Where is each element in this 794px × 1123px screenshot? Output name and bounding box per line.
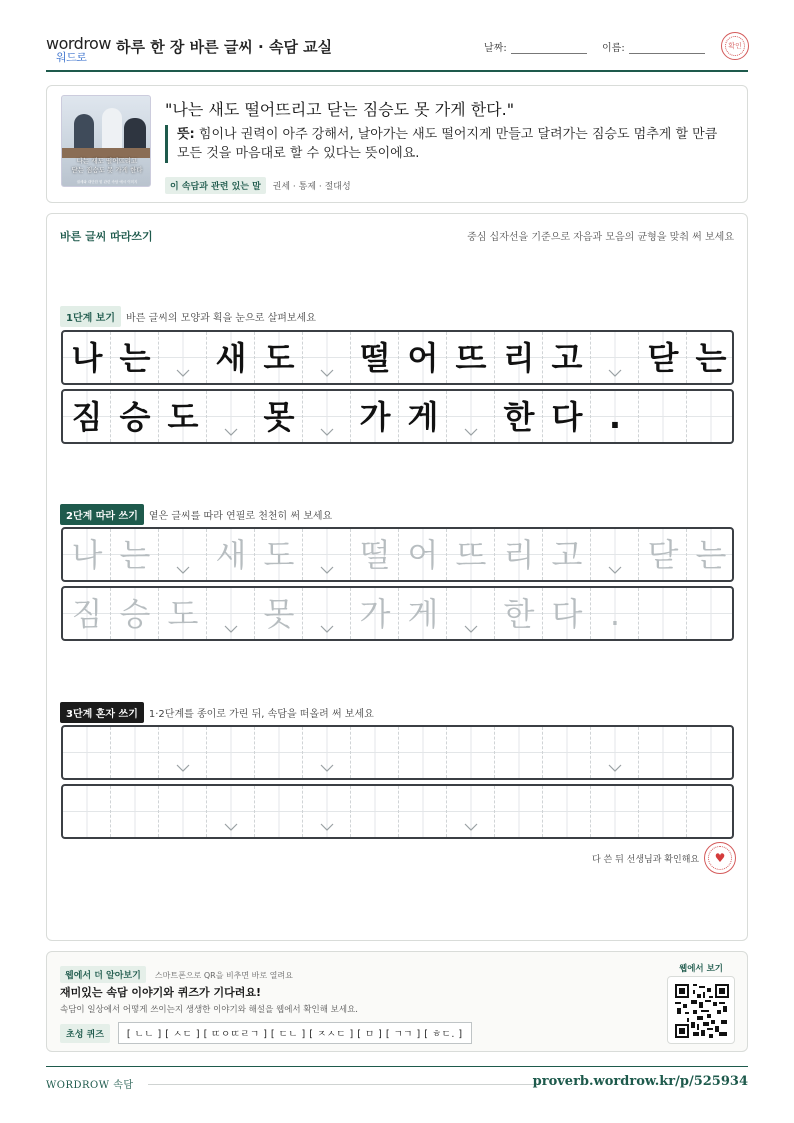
practice-char: 는 [119,535,151,574]
practice-char: 리 [503,535,535,574]
stage1-badge: 1단계 보기 [60,306,121,327]
grid-cell[interactable] [399,727,447,778]
grid-cell[interactable] [303,727,351,778]
practice-char: . [608,397,622,436]
space-mark-icon [223,624,239,634]
space-mark-icon [319,368,335,378]
grid-cell[interactable] [207,727,255,778]
space-mark-icon [175,368,191,378]
grid-cell [303,391,351,442]
grid-cell [63,391,111,442]
stage2-badge: 2단계 따라 쓰기 [60,504,144,525]
page-title: 하루 한 장 바른 글씨 · 속담 교실 [116,38,333,56]
grid-cell[interactable] [63,588,111,639]
logo-text: wordrow [46,34,111,53]
grid-cell [159,332,207,383]
grid-cell [159,391,207,442]
check-instruction: 다 쓴 뒤 선생님과 확인해요 [592,855,700,865]
grid-cell[interactable] [495,786,543,837]
grid-cell[interactable] [255,529,303,580]
practice-char: 새 [215,338,247,377]
practice-char: 뜨 [455,338,487,377]
practice-char: 도 [263,338,295,377]
grid-cell[interactable] [255,786,303,837]
grid-cell [255,391,303,442]
grid-cell [543,332,591,383]
space-mark-icon [319,624,335,634]
stage1-label [60,306,316,327]
web-headline: 재미있는 속담 이야기와 퀴즈가 기다려요! [60,986,261,999]
grid-cell[interactable] [639,529,687,580]
grid-cell[interactable] [591,786,639,837]
related-label: 이 속담과 관련 있는 말 [165,177,266,194]
grid-cell [207,391,255,442]
illustration-subcaption: 권세와 대단한 힘 관련 속담 예시 이미지 [76,180,138,184]
stage2-row-2[interactable] [61,586,734,641]
practice-char: 닫 [647,338,679,377]
page-header [46,32,748,72]
grid-cell[interactable] [447,529,495,580]
stage2-label [60,504,332,525]
practice-char: 도 [263,535,295,574]
grid-cell [351,332,399,383]
qr-code-icon [675,984,729,1038]
proverb-meaning [165,125,725,163]
grid-cell [399,332,447,383]
footer-url[interactable]: proverb.wordrow.kr/p/525934 [532,1074,748,1089]
grid-cell[interactable] [399,588,447,639]
practice-char: 못 [263,397,295,436]
practice-section [46,213,748,941]
grid-cell [687,332,734,383]
grid-cell[interactable] [687,588,734,639]
grid-cell[interactable] [591,727,639,778]
grid-cell[interactable] [495,529,543,580]
space-mark-icon [319,822,335,832]
practice-char: 는 [695,535,727,574]
grid-cell[interactable] [399,529,447,580]
page-footer [46,1066,748,1096]
practice-title: 바른 글씨 따라쓰기 [60,230,153,243]
practice-char: . [609,594,621,633]
space-mark-icon [463,624,479,634]
practice-char: 고 [551,535,583,574]
grid-cell [111,332,159,383]
practice-char: 나 [71,535,103,574]
grid-cell[interactable] [447,727,495,778]
grid-cell[interactable] [351,529,399,580]
grid-cell[interactable] [447,786,495,837]
grid-cell [351,391,399,442]
stage3-label [60,702,374,723]
grid-cell [495,391,543,442]
grid-cell [111,391,159,442]
grid-cell[interactable] [207,529,255,580]
illustration-caption: 나는 새도 떨어뜨리고 닫는 짐승도 못 가게 한다 [71,157,143,174]
space-mark-icon [319,763,335,773]
space-mark-icon [175,763,191,773]
footer-brand: WORDROW 속담 [46,1080,134,1091]
logo-sub: 워드로 [56,51,87,64]
practice-char: 고 [551,338,583,377]
grid-cell [591,332,639,383]
grid-cell [303,332,351,383]
grid-cell[interactable] [351,727,399,778]
grid-cell[interactable] [159,786,207,837]
grid-cell[interactable] [687,786,734,837]
grid-cell[interactable] [639,588,687,639]
heart-icon: ♥ [714,851,726,865]
stage1-row-1 [61,330,734,385]
space-mark-icon [319,565,335,575]
meaning-label: 뜻: [177,127,195,142]
grid-cell[interactable] [111,529,159,580]
practice-char: 는 [695,338,727,377]
confirm-stamp [721,32,749,60]
practice-char: 다 [551,397,583,436]
web-tag-label: 웹에서 더 알아보기 [60,966,146,983]
web-desc: 속담이 일상에서 어떻게 쓰이는지 생생한 이야기와 해설을 웹에서 확인해 보세요. [60,1005,358,1015]
grid-cell[interactable] [303,588,351,639]
grid-cell[interactable] [543,727,591,778]
space-mark-icon [607,368,623,378]
stage2-desc: 옅은 글씨를 따라 연필로 천천히 써 보세요 [148,511,333,522]
space-mark-icon [463,822,479,832]
practice-char: 게 [407,397,439,436]
practice-char: 떨 [359,338,391,377]
space-mark-icon [223,822,239,832]
practice-char: 못 [263,594,295,633]
grid-cell [543,391,591,442]
practice-char: 가 [359,594,391,633]
space-mark-icon [223,427,239,437]
grid-cell[interactable] [159,588,207,639]
grid-cell[interactable] [351,786,399,837]
name-field[interactable] [602,39,705,54]
grid-cell [639,391,687,442]
grid-cell[interactable] [63,529,111,580]
stage3-badge: 3단계 혼자 쓰기 [60,702,144,723]
stage3-desc: 1·2단계를 종이로 가린 뒤, 속담을 떠올려 써 보세요 [148,709,374,720]
quiz-label: 초성 퀴즈 [60,1024,110,1043]
practice-char: 한 [503,594,535,633]
practice-char: 승 [119,397,151,436]
grid-cell[interactable] [63,727,111,778]
qr-label: 웹에서 보기 [679,964,724,974]
practice-char: 어 [407,535,439,574]
grid-cell [63,332,111,383]
practice-char: 다 [551,594,583,633]
date-field[interactable] [484,39,587,54]
practice-char: 새 [215,535,247,574]
practice-char: 짐 [71,397,103,436]
practice-char: 가 [359,397,391,436]
chosung-quiz [60,1022,472,1044]
practice-char: 리 [503,338,535,377]
proverb-title: "나는 새도 떨어뜨리고 닫는 짐승도 못 가게 한다." [165,100,515,119]
grid-cell[interactable] [543,529,591,580]
space-mark-icon [319,427,335,437]
grid-cell[interactable] [303,529,351,580]
related-words-list: 권세 · 통제 · 절대성 [272,182,351,192]
proverb-card [46,85,748,203]
grid-cell[interactable] [543,588,591,639]
web-hint: 스마트폰으로 QR을 비추면 바로 열려요 [154,971,293,980]
practice-char: 어 [407,338,439,377]
confirm-stamp-text: 확인 [728,42,742,50]
grid-cell[interactable] [591,588,639,639]
stage1-desc: 바른 글씨의 모양과 획을 눈으로 살펴보세요 [126,313,316,324]
stage3-row-1[interactable] [61,725,734,780]
grid-cell [255,332,303,383]
grid-cell[interactable] [543,786,591,837]
related-words [165,177,351,194]
grid-cell[interactable] [111,588,159,639]
grid-cell[interactable] [303,786,351,837]
proverb-illustration [61,95,151,187]
grid-cell[interactable] [447,588,495,639]
grid-cell[interactable] [63,786,111,837]
practice-char: 게 [407,594,439,633]
quiz-hints: [ ㄴㄴ ] [ ㅅㄷ ] [ ㄸㅇㄸㄹㄱ ] [ ㄷㄴ ] [ ㅈㅅㄷ ] [ ㅁ ] [ ㄱㄱ ] [ ㅎㄷ. ] [118,1022,472,1044]
practice-hint: 중심 십자선을 기준으로 자음과 모음의 균형을 맞춰 써 보세요 [467,232,734,243]
grid-cell [639,332,687,383]
space-mark-icon [607,565,623,575]
grid-cell[interactable] [255,727,303,778]
teacher-check-stamp [704,842,736,874]
practice-char: 도 [167,594,199,633]
grid-cell [591,391,639,442]
grid-cell[interactable] [639,727,687,778]
stage1-row-2 [61,389,734,444]
space-mark-icon [175,565,191,575]
grid-cell[interactable] [111,727,159,778]
practice-char: 뜨 [455,535,487,574]
grid-cell[interactable] [207,786,255,837]
grid-cell[interactable] [159,727,207,778]
grid-cell[interactable] [495,727,543,778]
meaning-text: 힘이나 권력이 아주 강해서, 날아가는 새도 떨어지게 만들고 달려가는 짐승도 멈추게 할 만큼 모든 것을 마음대로 할 수 있다는 뜻이에요. [177,127,718,161]
stage3-row-2[interactable] [61,784,734,839]
practice-char: 도 [167,397,199,436]
practice-char: 떨 [359,535,391,574]
web-more-box [46,951,748,1052]
grid-cell[interactable] [351,588,399,639]
practice-char: 닫 [647,535,679,574]
qr-code[interactable] [667,976,735,1044]
grid-cell [207,332,255,383]
grid-cell[interactable] [111,786,159,837]
grid-cell[interactable] [255,588,303,639]
space-mark-icon [607,763,623,773]
practice-char: 승 [119,594,151,633]
grid-cell [447,391,495,442]
practice-char: 나 [71,338,103,377]
grid-cell[interactable] [495,588,543,639]
date-label: 날짜: [484,43,507,54]
practice-char: 한 [503,397,535,436]
grid-cell [495,332,543,383]
stage2-row-1[interactable] [61,527,734,582]
grid-cell [447,332,495,383]
name-label: 이름: [602,43,625,54]
grid-cell[interactable] [399,786,447,837]
grid-cell [687,391,734,442]
practice-char: 짐 [71,594,103,633]
grid-cell [399,391,447,442]
wordrow-logo[interactable] [46,34,111,64]
grid-cell[interactable] [207,588,255,639]
grid-cell[interactable] [687,529,734,580]
grid-cell[interactable] [687,727,734,778]
grid-cell[interactable] [639,786,687,837]
web-tag [60,963,293,983]
grid-cell[interactable] [159,529,207,580]
space-mark-icon [463,427,479,437]
grid-cell[interactable] [591,529,639,580]
practice-char: 는 [119,338,151,377]
